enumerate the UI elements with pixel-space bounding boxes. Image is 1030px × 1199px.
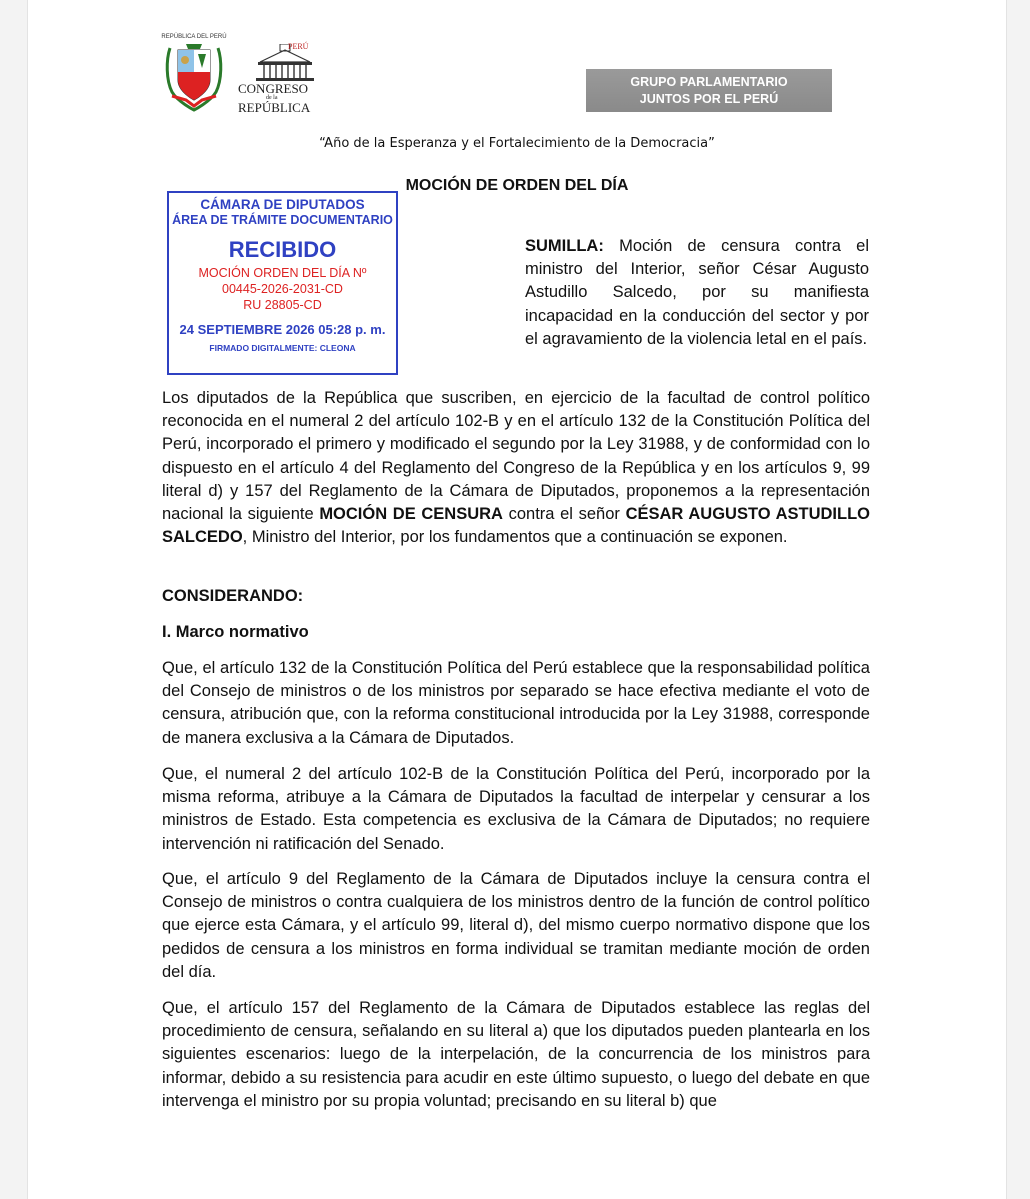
stamp-status: RECIBIDO	[228, 237, 337, 262]
paragraph: Que, el artículo 157 del Reglamento de la Cámara de Diputados establece las reglas del procedimiento de censura, señalando en su literal a) que los diputados pueden plantearla en los siguientes escenarios: luego de la interpelación, de la concurrencia de los ministros para informar, debido a su resistencia para acudir en este último supuesto, o luego del debate en que intervenga el ministro por su propia voluntad; precisando en su literal b) que	[162, 999, 870, 1110]
paragraph: Que, el artículo 132 de la Constitución Política del Perú establece que la responsabilidad política del Consejo de ministros o de los ministros por separado se hace efectiva mediante el voto de censura, atribución que, con la reforma constitucional introducida por la Ley 31988, corresponde de manera exclusiva a la Cámara de Diputados.	[162, 659, 870, 747]
stamp-motion-label: MOCIÓN ORDEN DEL DÍA Nº	[198, 266, 367, 280]
paragraph: Que, el numeral 2 del artículo 102-B de la Constitución Política del Perú, incorporado por la misma reforma, atribuye a la Cámara de Diputados la facultad de interpelar y censurar a los ministros de Estado. Esta competencia es exclusiva de la Cámara de Diputados; no requiere intervención ni ratificación del Senado.	[162, 765, 870, 853]
congreso-logo	[238, 42, 333, 114]
congreso-peru-label: PERÚ	[288, 42, 309, 51]
stamp-chamber: CÁMARA DE DIPUTADOS	[200, 197, 365, 212]
congreso-name	[238, 82, 328, 114]
reception-stamp	[167, 191, 398, 375]
intro-part3: , Ministro del Interior, por los fundamentos que a continuación se exponen.	[242, 528, 788, 547]
stamp-signature: FIRMADO DIGITALMENTE: CLEONA	[209, 343, 356, 353]
intro-part2: contra el señor	[502, 505, 626, 524]
grupo-parlamentario-banner	[586, 69, 832, 112]
stamp-ru: RU 28805-CD	[243, 298, 322, 312]
congreso-line2: de la	[266, 95, 278, 101]
sumilla	[525, 235, 869, 351]
shield-icon	[164, 40, 224, 112]
grupo-line1: GRUPO PARLAMENTARIO	[630, 74, 788, 89]
stamp-motion-number: 00445-2026-2031-CD	[222, 282, 343, 296]
considerando-heading: CONSIDERANDO:	[162, 587, 304, 605]
intro-bold2: CÉSAR AUGUSTO ASTUDILLO SALCEDO	[162, 505, 871, 547]
paragraph: Que, el artículo 9 del Reglamento de la Cámara de Diputados incluye la censura contra el Consejo de ministros o contra cualquiera de los ministros dentro de la función de control político que ejerce esta Cámara, y el artículo 99, literal d), del mismo cuerpo normativo dispone que los pedidos de censura a los ministros en forma individual se tramitan mediante moción de orden del día.	[162, 870, 870, 981]
grupo-line2: JUNTOS POR EL PERÚ	[639, 91, 779, 106]
coat-of-arms-text: REPÚBLICA DEL PERÚ	[161, 34, 227, 40]
document-page	[27, 0, 1007, 1199]
congress-building-icon	[250, 44, 320, 82]
congreso-line3: REPÚBLICA	[238, 100, 311, 115]
coat-of-arms-logo	[161, 34, 227, 112]
intro-part1: Los diputados de la República que suscriben, en ejercicio de la facultad de control político reconocida en el numeral 2 del artículo 102-B y en el artículo 132 de la Constitución Política del Perú, incorporado el primero y modificado el segundo por la Ley 31988, y de conformidad con lo dispuesto en el artículo 4 del Reglamento del Congreso de la República y en los artículos 9, 99 literal d) y 157 del Reglamento de la Cámara de Diputados, proponemos a la representación nacional la siguiente	[162, 389, 870, 524]
stamp-date: 24 SEPTIEMBRE 2026 05:28 p. m.	[179, 322, 386, 337]
sumilla-text: Moción de censura contra el ministro del Interior, señor César Augusto Astudillo Salcedo, por su manifiesta incapacidad en la conducción del sector y por el agravamiento de la violencia letal en el país.	[525, 237, 869, 348]
congreso-line1: CONGRESO	[238, 81, 309, 96]
section-heading: I. Marco normativo	[162, 623, 309, 641]
year-motto: “Año de la Esperanza y el Fortalecimiento de la Democracia”	[319, 136, 715, 151]
sumilla-label: SUMILLA:	[525, 237, 604, 255]
intro-paragraph	[162, 387, 870, 549]
stamp-area: ÁREA DE TRÁMITE DOCUMENTARIO	[172, 213, 393, 227]
document-title: MOCIÓN DE ORDEN DEL DÍA	[405, 177, 629, 194]
intro-bold1: MOCIÓN DE CENSURA	[319, 505, 503, 524]
